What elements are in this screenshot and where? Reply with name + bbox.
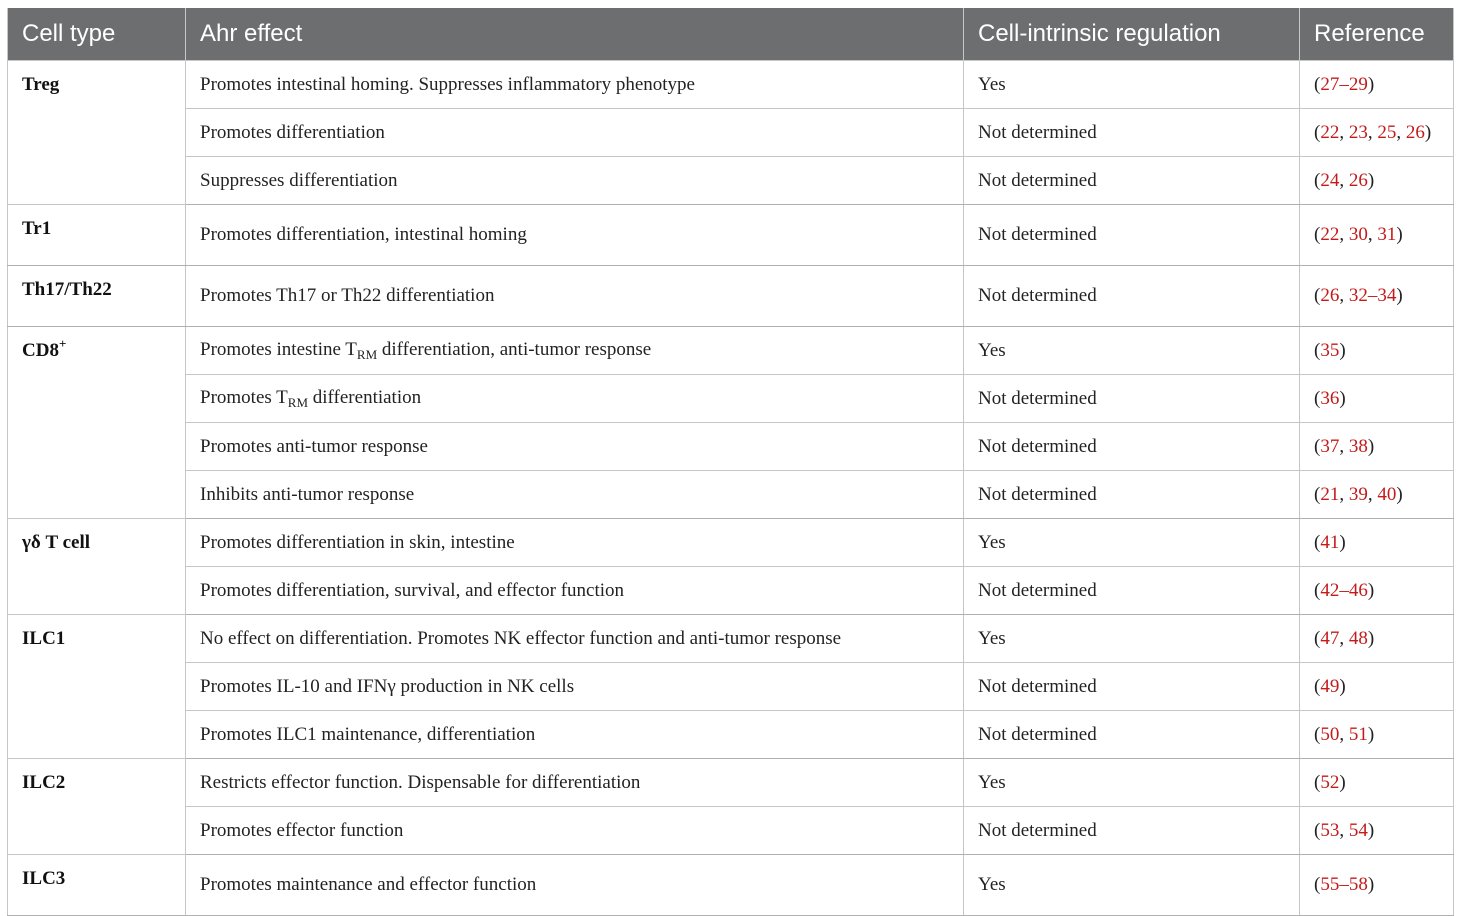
reference-link[interactable]: 22 xyxy=(1320,121,1340,143)
table-row xyxy=(8,61,1454,109)
cell-type-label: Tr1 xyxy=(22,218,52,239)
reference-link[interactable]: 26 xyxy=(1320,285,1340,306)
ahr-effect-cell xyxy=(186,205,964,266)
reference-cell: (36) xyxy=(1300,375,1454,423)
reference-link[interactable]: 54 xyxy=(1348,819,1368,841)
cell-type-cell xyxy=(8,615,186,759)
table-row xyxy=(8,663,1454,711)
cell-type-label: CD8 xyxy=(22,340,59,361)
reference-link[interactable]: 51 xyxy=(1348,723,1368,745)
effect-text: Promotes intestinal homing. Suppresses inflammatory phenotype xyxy=(200,73,695,95)
reference-link[interactable]: 35 xyxy=(1320,339,1340,361)
table-row xyxy=(8,855,1454,916)
ahr-effect-cell xyxy=(186,471,964,519)
effect-text: Suppresses differentiation xyxy=(200,169,398,191)
reference-link[interactable]: 48 xyxy=(1348,627,1368,649)
regulation-cell: Not determined xyxy=(964,471,1300,519)
regulation-cell: Not determined xyxy=(964,423,1300,471)
table-row xyxy=(8,423,1454,471)
reference-cell: (22, 30, 31) xyxy=(1300,205,1454,266)
table-container xyxy=(7,8,1453,916)
ahr-effect-cell xyxy=(186,519,964,567)
table-row xyxy=(8,567,1454,615)
effect-text: Promotes effector function xyxy=(200,819,404,841)
cell-type-label: Treg xyxy=(22,74,60,95)
ahr-effect-cell xyxy=(186,61,964,109)
ahr-effect-cell xyxy=(186,423,964,471)
regulation-cell: Not determined xyxy=(964,205,1300,266)
table-row xyxy=(8,711,1454,759)
effect-text: Promotes T xyxy=(200,386,288,408)
effect-text: Promotes intestine T xyxy=(200,338,357,360)
reference-link[interactable]: 47 xyxy=(1320,627,1340,649)
header-row xyxy=(8,8,1454,61)
ahr-effect-cell xyxy=(186,109,964,157)
effect-text: Restricts effector function. Dispensable for differentiation xyxy=(200,771,641,793)
effect-text: Promotes differentiation in skin, intestine xyxy=(200,531,515,553)
regulation-cell: Not determined xyxy=(964,663,1300,711)
reference-link[interactable]: 37 xyxy=(1320,435,1340,457)
reference-cell: (52) xyxy=(1300,759,1454,807)
reference-link[interactable]: 26 xyxy=(1405,121,1425,143)
regulation-cell: Not determined xyxy=(964,157,1300,205)
cell-type-superscript: + xyxy=(58,336,67,351)
regulation-cell: Yes xyxy=(964,855,1300,916)
reference-link[interactable]: 40 xyxy=(1377,483,1397,505)
reference-link[interactable]: 21 xyxy=(1320,483,1340,505)
table-row xyxy=(8,205,1454,266)
ahr-effect-cell xyxy=(186,266,964,327)
reference-link[interactable]: 31 xyxy=(1377,224,1397,245)
regulation-cell: Not determined xyxy=(964,266,1300,327)
effect-text-after: differentiation xyxy=(308,386,422,408)
reference-cell: (47, 48) xyxy=(1300,615,1454,663)
cell-type-label: ILC2 xyxy=(22,772,66,793)
header-reference: Reference xyxy=(1300,8,1454,61)
reference-cell: (22, 23, 25, 26) xyxy=(1300,109,1454,157)
regulation-cell: Not determined xyxy=(964,711,1300,759)
reference-cell: (21, 39, 40) xyxy=(1300,471,1454,519)
reference-cell: (41) xyxy=(1300,519,1454,567)
reference-link[interactable]: 27–29 xyxy=(1320,73,1368,95)
ahr-effect-cell xyxy=(186,711,964,759)
reference-cell: (49) xyxy=(1300,663,1454,711)
effect-text: Inhibits anti-tumor response xyxy=(200,483,415,505)
cell-type-label: ILC3 xyxy=(22,868,66,889)
effect-text: Promotes maintenance and effector function xyxy=(200,874,537,895)
ahr-effect-cell xyxy=(186,615,964,663)
table-row xyxy=(8,157,1454,205)
regulation-cell: Not determined xyxy=(964,375,1300,423)
cell-type-cell xyxy=(8,61,186,205)
table-body xyxy=(8,61,1454,916)
table-row xyxy=(8,615,1454,663)
ahr-effects-table xyxy=(7,8,1454,916)
ahr-effect-cell xyxy=(186,567,964,615)
cell-type-cell xyxy=(8,855,186,916)
ahr-effect-cell xyxy=(186,759,964,807)
table-row xyxy=(8,759,1454,807)
reference-link[interactable]: 39 xyxy=(1348,483,1368,505)
regulation-cell: Not determined xyxy=(964,807,1300,855)
ahr-effect-cell xyxy=(186,855,964,916)
header-regulation: Cell-intrinsic regulation xyxy=(964,8,1300,61)
table-row xyxy=(8,519,1454,567)
table-row xyxy=(8,109,1454,157)
effect-text: Promotes differentiation, survival, and effector function xyxy=(200,579,625,601)
regulation-cell: Yes xyxy=(964,61,1300,109)
header-cell-type: Cell type xyxy=(8,8,186,61)
table-row xyxy=(8,471,1454,519)
reference-link[interactable]: 49 xyxy=(1320,675,1340,697)
effect-text: Promotes ILC1 maintenance, differentiation xyxy=(200,723,536,745)
cell-type-cell xyxy=(8,205,186,266)
effect-subscript: RM xyxy=(356,346,378,362)
ahr-effect-cell xyxy=(186,375,964,423)
cell-type-cell xyxy=(8,327,186,519)
cell-type-label: ILC1 xyxy=(22,628,66,649)
reference-cell: (53, 54) xyxy=(1300,807,1454,855)
reference-cell: (24, 26) xyxy=(1300,157,1454,205)
regulation-cell: Yes xyxy=(964,615,1300,663)
table-row xyxy=(8,807,1454,855)
cell-type-cell xyxy=(8,266,186,327)
reference-cell: (27–29) xyxy=(1300,61,1454,109)
reference-cell: (50, 51) xyxy=(1300,711,1454,759)
reference-link[interactable]: 23 xyxy=(1348,121,1368,143)
reference-link[interactable]: 30 xyxy=(1348,224,1368,245)
effect-text: Promotes differentiation, intestinal homing xyxy=(200,224,527,245)
cell-type-cell xyxy=(8,519,186,615)
reference-cell: (37, 38) xyxy=(1300,423,1454,471)
reference-link[interactable]: 53 xyxy=(1320,819,1340,841)
ahr-effect-cell xyxy=(186,327,964,375)
ahr-effect-cell xyxy=(186,663,964,711)
table-row xyxy=(8,266,1454,327)
cell-type-label: Th17/Th22 xyxy=(22,279,112,300)
header-ahr-effect: Ahr effect xyxy=(186,8,964,61)
reference-cell: (55–58) xyxy=(1300,855,1454,916)
regulation-cell: Not determined xyxy=(964,109,1300,157)
regulation-cell: Yes xyxy=(964,759,1300,807)
ahr-effect-cell xyxy=(186,807,964,855)
cell-type-label: γδ T cell xyxy=(22,532,91,553)
reference-cell: (42–46) xyxy=(1300,567,1454,615)
effect-text: Promotes IL-10 and IFNγ production in NK cells xyxy=(200,675,575,697)
effect-text: Promotes differentiation xyxy=(200,121,385,143)
reference-link[interactable]: 25 xyxy=(1377,121,1397,143)
reference-link[interactable]: 22 xyxy=(1320,224,1340,245)
reference-link[interactable]: 55–58 xyxy=(1320,874,1368,895)
cell-type-cell xyxy=(8,759,186,855)
reference-cell: (26, 32–34) xyxy=(1300,266,1454,327)
reference-link[interactable]: 50 xyxy=(1320,723,1340,745)
effect-text: Promotes Th17 or Th22 differentiation xyxy=(200,285,495,306)
regulation-cell: Yes xyxy=(964,327,1300,375)
reference-cell: (35) xyxy=(1300,327,1454,375)
reference-link[interactable]: 38 xyxy=(1348,435,1368,457)
reference-link[interactable]: 26 xyxy=(1348,169,1368,191)
reference-link[interactable]: 52 xyxy=(1320,771,1340,793)
effect-subscript: RM xyxy=(287,394,309,410)
regulation-cell: Not determined xyxy=(964,567,1300,615)
reference-link[interactable]: 41 xyxy=(1320,531,1340,553)
reference-link[interactable]: 36 xyxy=(1320,387,1340,409)
reference-link[interactable]: 32–34 xyxy=(1348,285,1397,306)
effect-text-after: differentiation, anti-tumor response xyxy=(377,338,652,360)
effect-text: No effect on differentiation. Promotes NK effector function and anti-tumor response xyxy=(200,627,842,649)
ahr-effect-cell xyxy=(186,157,964,205)
effect-text: Promotes anti-tumor response xyxy=(200,435,428,457)
reference-link[interactable]: 24 xyxy=(1320,169,1340,191)
regulation-cell: Yes xyxy=(964,519,1300,567)
table-row xyxy=(8,327,1454,375)
table-row xyxy=(8,375,1454,423)
reference-link[interactable]: 42–46 xyxy=(1320,579,1368,601)
